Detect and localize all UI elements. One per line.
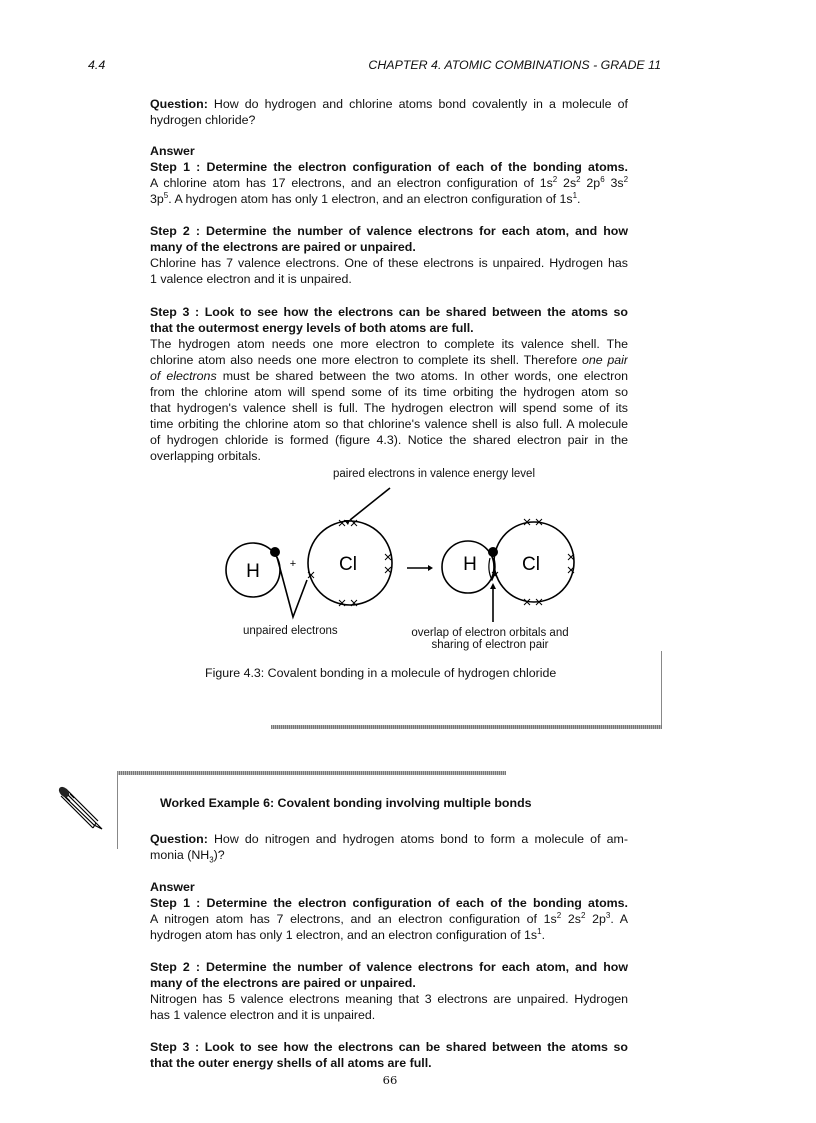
text-segment: that the outermost energy levels of both atoms are full. xyxy=(150,321,474,335)
text-line xyxy=(150,304,628,320)
text-line xyxy=(150,831,628,847)
figure-caption: Figure 4.3: Covalent bonding in a molecule of hydrogen chloride xyxy=(205,666,557,680)
text-segment: overlapping orbitals. xyxy=(150,449,261,463)
text-line xyxy=(150,400,628,416)
section-number: 4.4 xyxy=(88,58,106,72)
text-segment: How do nitrogen and hydrogen atoms bond to form a molecule of am- xyxy=(207,832,628,846)
text-line xyxy=(150,1007,628,1023)
text-line xyxy=(150,352,628,368)
text-line xyxy=(150,143,628,159)
text-segment: 1 xyxy=(537,926,542,936)
text-line xyxy=(150,1055,628,1071)
box-top-border xyxy=(117,771,506,775)
text-segment: that the outer energy shells of all atoms are full. xyxy=(150,1056,432,1070)
text-segment: of hydrogen chloride is formed (figure 4.3). Notice the shared electron pair in the xyxy=(150,433,628,447)
text-segment: one pair xyxy=(581,353,628,367)
text-segment: 1 valence electron and it is unpaired. xyxy=(150,272,352,286)
text-segment: Answer xyxy=(150,144,195,158)
text-segment: hydrogen chloride? xyxy=(150,113,256,127)
text-segment: . xyxy=(577,192,581,206)
text-segment: 2 xyxy=(580,911,586,920)
text-line xyxy=(150,847,628,863)
text-line xyxy=(150,112,628,128)
text-line xyxy=(150,895,628,911)
page-number: 66 xyxy=(382,1073,398,1087)
atom-label-h-bonded: H xyxy=(463,554,477,575)
text-line xyxy=(150,368,628,384)
label-overlap-line-2: sharing of electron pair xyxy=(431,639,549,651)
text-line xyxy=(150,255,628,271)
text-line xyxy=(150,336,628,352)
text-line xyxy=(150,96,628,112)
atom-label-h: H xyxy=(246,561,260,582)
text-segment: Step 1 : Determine the electron configuration of each of the bonding atoms. xyxy=(150,896,628,910)
text-segment: The hydrogen atom needs one more electron to complete its valence shell. The xyxy=(150,337,628,351)
label-unpaired-electrons: unpaired electrons xyxy=(243,625,338,637)
text-line xyxy=(150,384,628,400)
paired-arrow xyxy=(350,488,390,520)
box-right-border xyxy=(661,651,662,728)
text-line xyxy=(150,416,628,432)
label-overlap-line-1: overlap of electron orbitals and xyxy=(411,627,569,639)
text-segment: 2 xyxy=(576,175,581,184)
text-segment: How do hydrogen and chlorine atoms bond covalently in a molecule of xyxy=(207,97,628,111)
text-segment: Question: xyxy=(150,97,208,111)
box-left-border xyxy=(117,771,118,849)
text-segment: 6 xyxy=(600,175,605,184)
text-segment: 1 xyxy=(572,190,578,200)
text-segment: many of the electrons are paired or unpaired. xyxy=(150,976,416,990)
text-segment: monia (NH xyxy=(150,848,210,862)
text-line xyxy=(150,927,628,943)
shared-electron xyxy=(488,547,498,557)
box-bottom-border xyxy=(271,725,662,729)
label-paired-electrons: paired electrons in valence energy level xyxy=(333,468,536,480)
text-line xyxy=(150,223,628,239)
text-segment: . A hydrogen atom has only 1 electron, and an electron configuration of 1s xyxy=(168,192,573,206)
label-overlap xyxy=(395,627,585,651)
atom-label-cl-bonded: Cl xyxy=(522,554,540,575)
text-segment: Chlorine has 7 valence electrons. One of these electrons is unpaired. Hydrogen has xyxy=(150,256,628,270)
worked-example-6-title: Worked Example 6: Covalent bonding involving multiple bonds xyxy=(160,796,532,810)
text-segment: 2p xyxy=(585,912,606,926)
text-segment: 3p xyxy=(150,192,164,206)
text-segment: 3 xyxy=(209,855,214,865)
text-segment: many of the electrons are paired or unpaired. xyxy=(150,240,416,254)
text-line xyxy=(150,191,628,207)
text-line xyxy=(150,975,628,991)
text-line xyxy=(150,175,628,191)
text-line xyxy=(150,1039,628,1055)
text-segment: of electrons xyxy=(150,369,217,383)
text-segment: A nitrogen atom has 7 electrons, and an electron configuration of 1s xyxy=(150,912,557,926)
text-segment: A chlorine atom has 17 electrons, and an electron configuration of 1s xyxy=(150,176,553,190)
text-line xyxy=(150,959,628,975)
text-line xyxy=(150,239,628,255)
text-segment: Step 3 : Look to see how the electrons can be shared between the atoms so xyxy=(150,1040,628,1054)
text-segment: 2 xyxy=(623,175,628,184)
text-segment: from the chlorine atom will spend some of its time orbiting the hydrogen atom so xyxy=(150,385,628,399)
text-segment: Nitrogen has 5 valence electrons meaning that 3 electrons are unpaired. Hydrogen xyxy=(150,992,628,1006)
atom-label-cl: Cl xyxy=(339,554,357,575)
text-line xyxy=(150,991,628,1007)
text-segment: that hydrogen's valence shell is full. The hydrogen electron will spend some of its xyxy=(150,401,628,415)
h-electron xyxy=(270,547,280,557)
text-segment: has 1 valence electron and it is unpaired. xyxy=(150,1008,376,1022)
text-segment: 3 xyxy=(605,911,611,920)
text-segment: 2s xyxy=(561,912,581,926)
text-segment: time orbiting the chlorine atom so that chlorine's valence shell is also full. A molecule xyxy=(150,417,628,431)
text-line xyxy=(150,271,628,287)
text-segment: 2 xyxy=(556,911,562,920)
text-segment: 2p xyxy=(580,176,601,190)
text-segment: 3s xyxy=(604,176,624,190)
text-segment: 2 xyxy=(552,175,558,184)
text-line xyxy=(150,432,628,448)
text-segment: Step 1 : Determine the electron configuration of each of the bonding atoms. xyxy=(150,160,628,174)
chapter-header: CHAPTER 4. ATOMIC COMBINATIONS - GRADE 11 xyxy=(368,58,661,72)
text-segment: )? xyxy=(213,848,225,862)
text-segment: must be shared between the two atoms. In other words, one electron xyxy=(216,369,628,383)
text-line xyxy=(150,879,628,895)
text-segment: Answer xyxy=(150,880,195,894)
text-segment: Question: xyxy=(150,832,208,846)
text-segment: hydrogen atom has only 1 electron, and an electron configuration of 1s xyxy=(150,928,538,942)
text-segment: . A xyxy=(610,912,628,926)
text-segment: Step 2 : Determine the number of valence electrons for each atom, and how xyxy=(150,960,628,974)
plus-sign: + xyxy=(289,558,297,570)
text-segment: 5 xyxy=(163,190,169,200)
text-line xyxy=(150,911,628,927)
text-segment: Step 2 : Determine the number of valence electrons for each atom, and how xyxy=(150,224,628,238)
text-segment: chlorine atom also needs one more electron to complete its shell. Therefore xyxy=(150,353,582,367)
text-line xyxy=(150,320,628,336)
text-segment: . xyxy=(541,928,546,942)
pencil-icon xyxy=(56,785,106,833)
text-segment: Step 3 : Look to see how the electrons can be shared between the atoms so xyxy=(150,305,628,319)
text-line xyxy=(150,159,628,175)
text-segment: 2s xyxy=(557,176,577,190)
